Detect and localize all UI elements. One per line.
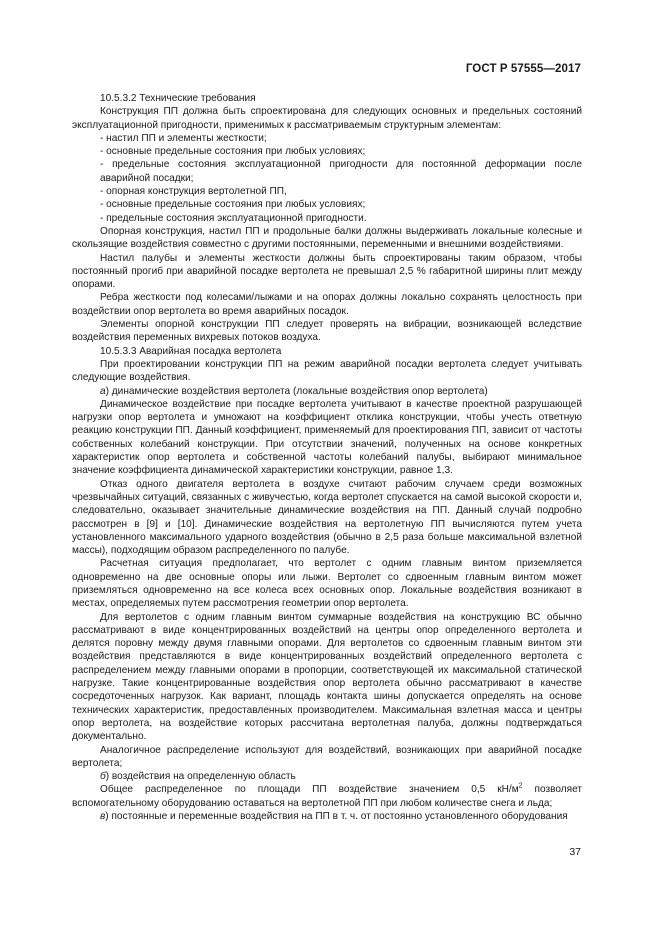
paragraph-text: Настил палубы и элементы жесткости должны быть спроектированы таким образом, чтобы постоянный прогиб при аварийной посадке вертолета не превышал 2,5 % габаритной ширины плит между опорами. bbox=[72, 252, 582, 291]
list-item bbox=[72, 198, 582, 211]
list-item-text: - настил ПП и элементы жесткости; bbox=[100, 132, 267, 144]
paragraph-text: ) динамические воздействия вертолета (локальные воздействия опор вертолета) bbox=[105, 385, 488, 397]
list-item bbox=[72, 145, 582, 158]
list-item-text: - опорная конструкция вертолетной ПП, bbox=[100, 186, 287, 198]
list-item-text: - основные предельные состояния при любых условиях; bbox=[100, 199, 366, 211]
list-item-text: - предельные состояния эксплуатационной пригодности. bbox=[100, 212, 367, 224]
document-header: ГОСТ Р 57555—2017 bbox=[465, 63, 581, 75]
paragraph bbox=[72, 318, 582, 345]
document-body bbox=[72, 92, 582, 823]
paragraph-text: Расчетная ситуация предполагает, что вертолет с одним главным винтом приземляется одновременно на две основные опоры или лыжи. Вертолет со сдвоенным главным винтом может приземляться одновременно на все колеса всех основных опор. Локальные воздействия возникают в местах, определяемых путем рассмотрения геометрии опор вертолета. bbox=[72, 558, 582, 610]
list-item bbox=[72, 132, 582, 145]
paragraph-text: Общее распределенное по площади ПП воздействие значением 0,5 кН/м bbox=[100, 784, 519, 796]
paragraph bbox=[72, 225, 582, 252]
paragraph-text: Опорная конструкция, настил ПП и продольные балки должны выдерживать локальные колесные и скользящие воздействия совместно с другими постоянными, переменными и внешними воздействиями. bbox=[72, 225, 582, 251]
enumerated-paragraph bbox=[72, 385, 582, 398]
enumerated-paragraph bbox=[72, 810, 582, 823]
list-item-text: - предельные состояния эксплуатационной пригодности для постоянной деформации после аварийной посадки; bbox=[100, 159, 582, 184]
paragraph-text: Конструкция ПП должна быть спроектирована для следующих основных и предельных состояний эксплуатационной пригодности, применимых к рассматриваемым структурным элементам: bbox=[72, 106, 582, 131]
paragraph-text: Аналогичное распределение используют для воздействий, возникающих при аварийной посадке вертолета; bbox=[72, 744, 582, 769]
enumerated-paragraph bbox=[72, 770, 582, 783]
list-item bbox=[72, 185, 582, 198]
paragraph bbox=[72, 611, 582, 744]
paragraph-text: Для вертолетов с одним главным винтом суммарные воздействия на конструкцию ВС обычно рассматривают в виде концентрированных воздействий на центры опор определенного вертолета и делятся поровну между двумя главными опорами. Для вертолетов со сдвоенным главным винтом эти воздействия представляются в виде концентрированных воздействий определенного вертолета с распределением между главными опорами в пропорции, соответствующей их максимальной статической нагрузке. Такие концентрированные воздействия опор вертолета обычно рассматривают в качестве сосредоточенных нагрузок. Как вариант, площадь контакта шины допускается определять на основе технических характеристик, предоставленных производителем. Максимальная взлетная масса и центры опор вертолета, на воздействие которых рассчитана вертолетная палуба, должны подтверждаться документально. bbox=[72, 611, 582, 743]
paragraph-text: Элементы опорной конструкции ПП следует проверять на вибрации, возникающей вследствие воздействия переменных вихревых потоков воздуха. bbox=[72, 319, 582, 344]
enum-letter: б bbox=[100, 771, 106, 783]
paragraph-text: Ребра жесткости под колесами/лыжами и на опорах должны локально сохранять целостность при воздействии опор вертолета во время аварийных посадок. bbox=[72, 292, 582, 317]
paragraph bbox=[72, 291, 582, 318]
paragraph bbox=[72, 783, 582, 810]
paragraph-text: Динамическое воздействие при посадке вертолета учитывают в качестве проектной разрушающей нагрузки опор вертолета и умножают на коэффициент отклика конструкции, чтобы учесть ответную реакцию конструкции ПП. Данный коэффициент, применяемый для проектирования ПП, зависит от частоты собственных колебаний конструкции. При отсутствии значений, полученных на основе конкретных характеристик опор вертолета и собственной частоты колебаний палубы, выбирают минимальное значение коэффициента динамической характеристики конструкции, равное 1,3. bbox=[72, 398, 582, 477]
paragraph-text: 10.5.3.2 Технические требования bbox=[100, 93, 256, 104]
enum-letter: а bbox=[100, 385, 106, 397]
paragraph-text: позволяет вспомогательному оборудованию оставаться на вертолетной ПП при любом количестве снега и льда; bbox=[72, 784, 582, 809]
paragraph-text: ) постоянные и переменные воздействия на ПП в т. ч. от постоянно установленного оборудования bbox=[105, 811, 568, 823]
list-item-text: - основные предельные состояния при любых условиях; bbox=[100, 146, 366, 158]
paragraph bbox=[72, 105, 582, 132]
paragraph bbox=[72, 557, 582, 610]
enum-letter: в bbox=[100, 811, 106, 823]
paragraph bbox=[72, 358, 582, 385]
superscript: 2 bbox=[518, 783, 523, 791]
paragraph-text: Отказ одного двигателя вертолета в воздухе считают рабочим случаем среди возможных чрезвычайных ситуаций, связанных с живучестью, когда вертолет спускается на самой высокой скорости и, следовательно, оказывает значительные динамические воздействия на ПП. Данный случай подробно рассмотрен в [9] и [10]. Динамические воздействия на вертолетную ПП вычисляются путем учета установленного максимального ударного воздействия (обычно в 2,5 раза больше максимальной взлетной массы), подходящим образом распределенного по палубе. bbox=[72, 478, 582, 557]
paragraph bbox=[72, 345, 582, 358]
paragraph bbox=[72, 398, 582, 478]
paragraph bbox=[72, 744, 582, 771]
paragraph bbox=[72, 478, 582, 558]
paragraph-text: При проектировании конструкции ПП на режим аварийной посадки вертолета следует учитывать следующие воздействия. bbox=[72, 358, 582, 384]
paragraph bbox=[72, 92, 582, 105]
paragraph-text: ) воздействия на определенную область bbox=[105, 771, 296, 783]
page-number: 37 bbox=[569, 846, 581, 858]
paragraph-text: 10.5.3.3 Аварийная посадка вертолета bbox=[100, 345, 282, 357]
list-item bbox=[72, 212, 582, 225]
paragraph bbox=[72, 252, 582, 292]
list-item bbox=[72, 158, 582, 185]
